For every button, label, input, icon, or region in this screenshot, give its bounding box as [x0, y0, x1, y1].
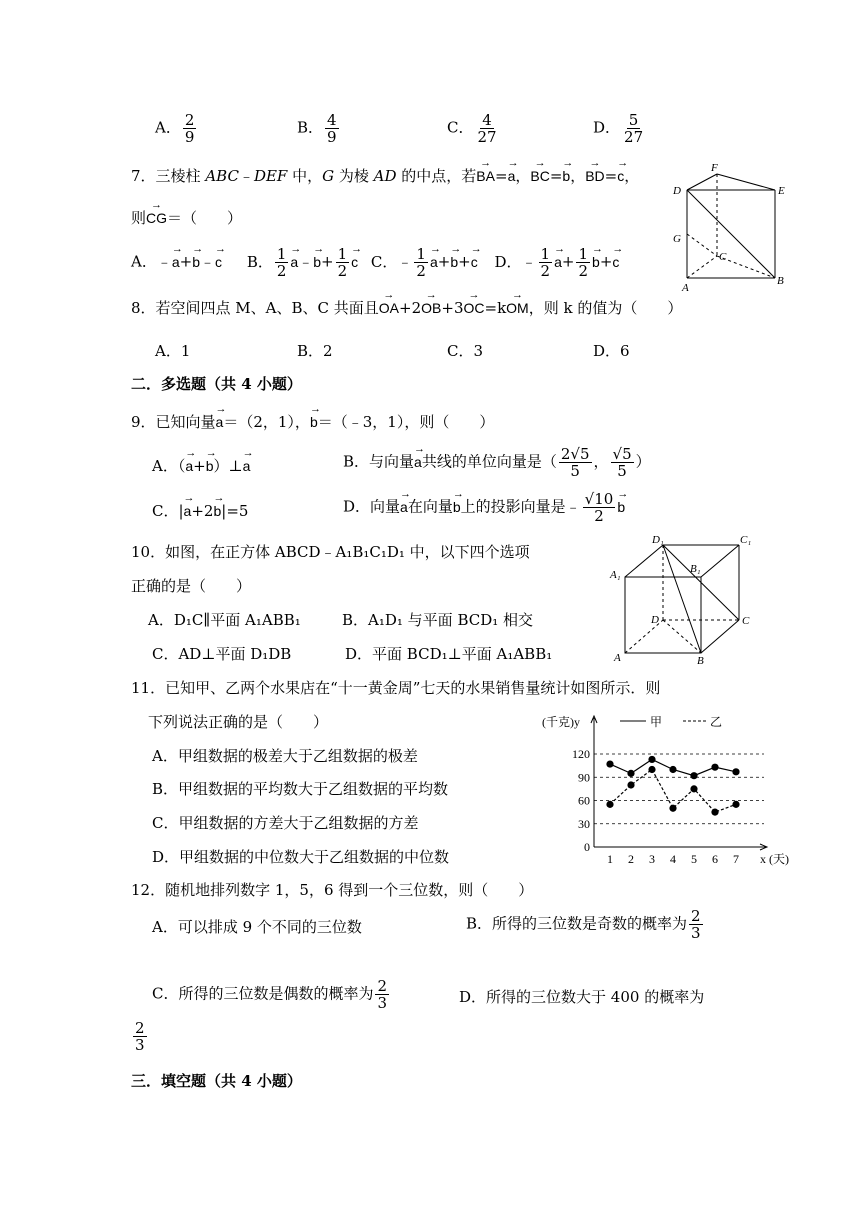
edge-c1b1	[701, 545, 739, 577]
q11-option-a: A．甲组数据的极差大于乙组数据的极差	[152, 747, 418, 765]
q10-option-d: D．平面 BCD₁⊥平面 A₁ABB₁	[345, 645, 553, 663]
q9-option-a: A．（→ a+→ b）⊥→ a	[152, 455, 250, 476]
label-b: B	[697, 655, 704, 667]
label-d: D	[673, 185, 681, 197]
q12-stem: 12．随机地排列数字 1，5，6 得到一个三位数，则（ ）	[131, 881, 534, 899]
label-f: F	[711, 162, 718, 174]
q7-prism-figure	[670, 160, 790, 295]
q12-option-b: B．所得的三位数是奇数的概率为 $\frac{2}{3}$	[466, 907, 701, 942]
data-point	[606, 801, 613, 808]
q10-line2: 正确的是（ ）	[131, 577, 252, 595]
edge-fe	[717, 174, 775, 190]
q7-options: A．﹣→ a+→ b﹣→ c B． $\frac{1}{2}$ → a﹣→ b+ $\frac{1}{2}$ → c C．﹣ $\frac{1}{2}$ → a+→ b+→ c D．﹣ $\frac{1}{2}$ → a+ $\frac{1}{2}$ → b+→ c	[131, 246, 619, 279]
y-tick-label: 30	[578, 816, 590, 831]
data-point	[690, 772, 697, 779]
x-tick-label: 5	[691, 852, 697, 866]
legend-series-1: 甲	[650, 715, 663, 729]
label-g: G	[673, 233, 681, 245]
data-point	[711, 809, 718, 816]
data-point	[669, 766, 676, 773]
q6-option-a: A． $\frac{2}{9}$	[155, 111, 195, 146]
q11-option-b: B．甲组数据的平均数大于乙组数据的平均数	[152, 780, 449, 798]
q8-option-c: C．3	[447, 342, 484, 360]
label-d: D	[651, 614, 659, 626]
q12-option-d: D．所得的三位数大于 400 的概率为	[459, 988, 705, 1006]
data-point	[732, 801, 739, 808]
x-tick-label: 4	[670, 852, 676, 866]
label-b: B	[777, 275, 784, 287]
x-tick-label: 6	[712, 852, 718, 866]
q11-line2: 下列说法正确的是（ ）	[148, 713, 329, 731]
data-point	[690, 785, 697, 792]
x-tick-label: 3	[649, 852, 655, 866]
q6-option-d: D． $\frac{5}{27}$	[593, 111, 644, 146]
q12-option-c: C．所得的三位数是偶数的概率为 $\frac{2}{3}$	[152, 977, 388, 1012]
data-point	[732, 768, 739, 775]
label-c: C	[719, 251, 727, 263]
chart-ylabel: (千克)y	[542, 715, 580, 729]
q11-option-c: C．甲组数据的方差大于乙组数据的方差	[152, 814, 419, 832]
q8-option-a: A．1	[155, 342, 191, 360]
label-d1: D₁	[652, 534, 664, 546]
label-a1: A₁	[610, 569, 621, 581]
q10-option-a: A．D₁C∥平面 A₁ABB₁	[148, 611, 301, 629]
data-point	[627, 770, 634, 777]
data-point	[627, 781, 634, 788]
x-tick-label: 1	[607, 852, 613, 866]
edge-df	[687, 174, 717, 190]
q9-option-c: C．|→ a+2→ b|=5	[152, 500, 248, 521]
q12-option-d-fraction: $\frac{2}{3}$	[135, 1019, 145, 1054]
q9-stem: 9．已知向量→ a＝（2，1），→ b＝（﹣3，1），则（ ）	[131, 411, 494, 432]
q11-line1: 11．已知甲、乙两个水果店在“十一黄金周”七天的水果销售量统计如图所示．则	[131, 679, 661, 697]
q10-option-b: B．A₁D₁ 与平面 BCD₁ 相交	[342, 611, 534, 629]
edge-gc	[687, 234, 717, 256]
label-b1: B₁	[690, 563, 701, 575]
section2-heading: 二．多选题（共 4 小题）	[131, 375, 302, 393]
y-tick-label: 120	[572, 747, 590, 761]
label-a: A	[614, 652, 621, 664]
q10-option-c: C．AD⊥平面 D₁DB	[152, 645, 292, 663]
q9-option-b: B．与向量→ a共线的单位向量是（ $\frac{2√5}{5}$ ， $\frac{√5}{5}$ ）	[343, 446, 651, 479]
x-tick-label: 2	[628, 852, 634, 866]
edge-cb	[701, 620, 739, 653]
q9-option-d: D．向量→ a在向量→ b上的投影向量是﹣ $\frac{√10}{2}$ → b	[343, 491, 625, 524]
label-c: C	[742, 615, 750, 627]
q8-stem: 8．若空间四点 M、A、B、C 共面且→ OA+2→ OB+3→ OC=k→ OM，则 k 的值为（ ）	[131, 297, 682, 318]
label-e: E	[778, 185, 785, 197]
data-point	[648, 766, 655, 773]
legend-series-2: 乙	[710, 715, 723, 729]
data-point	[711, 764, 718, 771]
x-tick-label: 7	[733, 852, 739, 866]
q8-option-d: D．6	[593, 342, 630, 360]
y-tick-label: 60	[578, 793, 590, 808]
chart-xlabel: x (天)	[760, 852, 789, 866]
y-tick-label: 90	[578, 770, 590, 785]
data-point	[606, 760, 613, 767]
q12-option-a: A．可以排成 9 个不同的三位数	[152, 918, 362, 936]
data-point	[648, 756, 655, 763]
data-point	[669, 805, 676, 812]
q11-option-d: D．甲组数据的中位数大于乙组数据的中位数	[152, 848, 450, 866]
q6-option-c: C． $\frac{4}{27}$	[447, 111, 497, 146]
edge-db	[687, 190, 775, 278]
y-tick-label: 0	[584, 840, 590, 854]
label-c1: C₁	[740, 534, 752, 546]
q10-line1: 10．如图，在正方体 ABCD﹣A₁B₁C₁D₁ 中，以下四个选项	[131, 543, 530, 561]
q6-option-b: B． $\frac{4}{9}$	[297, 111, 337, 146]
q11-sales-chart	[536, 706, 800, 872]
edge-a1d1	[625, 545, 663, 577]
q8-option-b: B．2	[297, 342, 333, 360]
q10-cube-figure	[608, 530, 768, 668]
edge-ac	[687, 256, 717, 278]
section3-heading: 三．填空题（共 4 小题）	[131, 1072, 302, 1090]
q7-line2: 则→ CG＝（ ）	[131, 207, 242, 228]
label-a: A	[682, 282, 689, 294]
q7-stem: 7．三棱柱 ABC﹣DEF 中，G 为棱 AD 的中点，若→ BA=→ a，→ BC=→ b，→ BD=→ c，	[131, 165, 639, 186]
